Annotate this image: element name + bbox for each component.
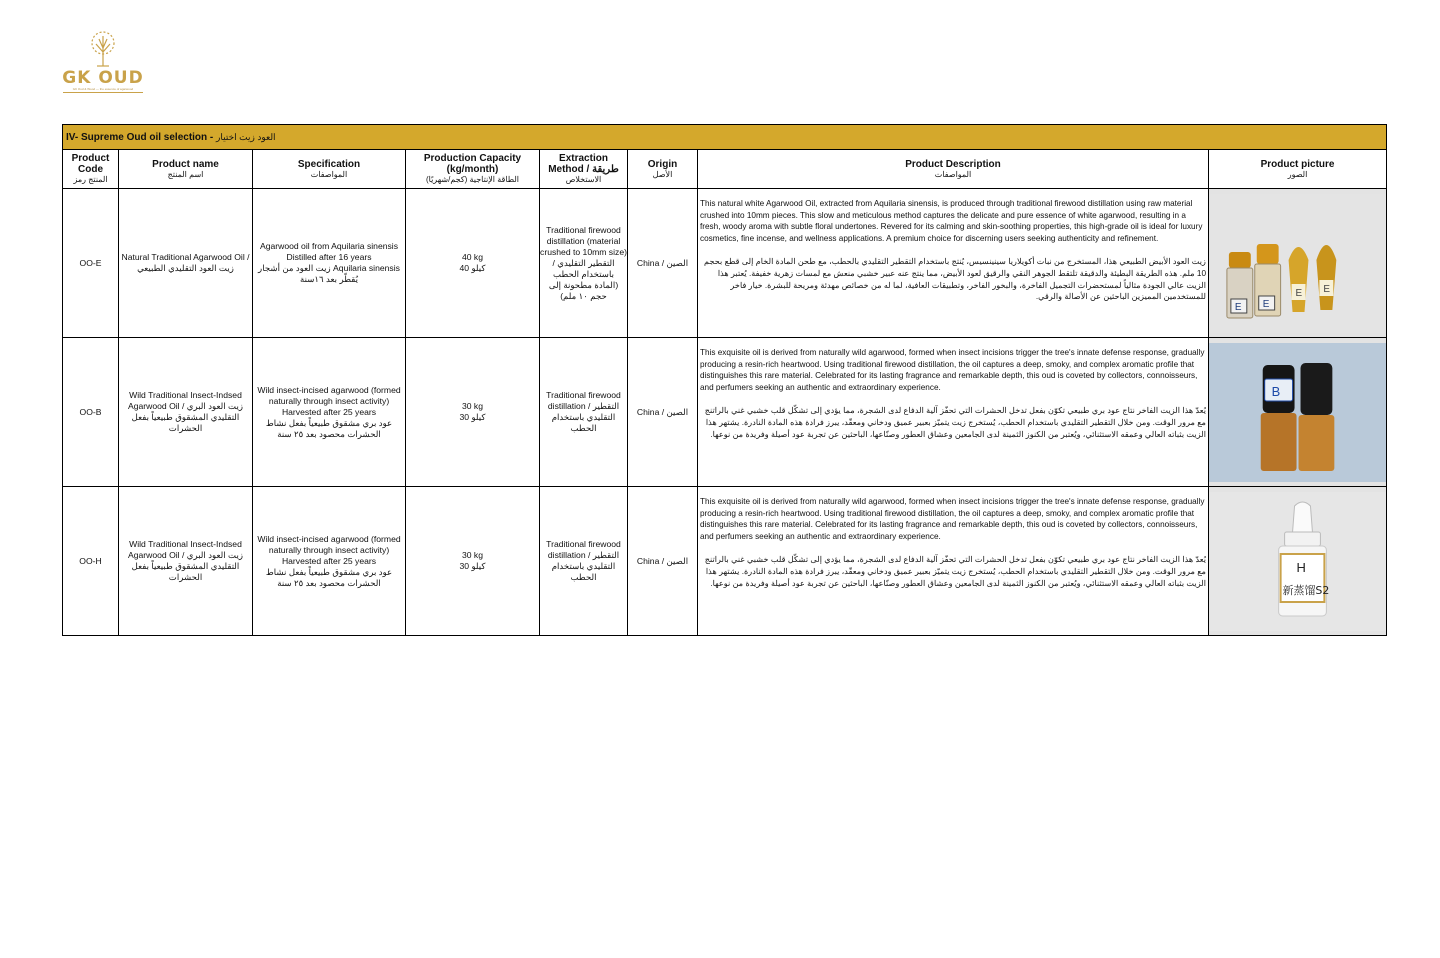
product-code: OO-B xyxy=(63,338,119,487)
description-en: This natural white Agarwood Oil, extracted from Aquilaria sinensis, is produced through traditional firewood distillation using raw material crushed into 10mm pieces. This slow and meticulous method captures the delicate and pure essence of white agarwood, resulting in a fresh, woody aroma with subtle floral undertones. Revered for its calming and skin-soothing properties, this high-grade oil is ideal for luxury cosmetics, fine incense, and wellness applications. A premium choice for discerning users seeking authenticity and refinement. xyxy=(700,199,1203,243)
vial-label-h: H xyxy=(1296,559,1306,575)
brand-tagline: GK Oud & Wood — the essence of agarwood xyxy=(72,87,134,91)
header-production-capacity: Production Capacity (kg/month) الطاقة الإنتاجية (كجم/شهريًا) xyxy=(406,150,540,189)
product-code: OO-H xyxy=(63,487,119,636)
table-title xyxy=(63,125,1387,150)
product-description xyxy=(698,338,1209,487)
product-picture xyxy=(1209,487,1387,636)
header-extraction-method: Extraction Method / طريقة الاستخلاص xyxy=(540,150,628,189)
product-name: Wild Traditional Insect-Indsed Agarwood Oil / زيت العود البري التقليدي المشقوق طبيعياً بفعل الحشرات xyxy=(119,487,253,636)
product-picture xyxy=(1209,189,1387,338)
table-title-row xyxy=(63,125,1387,150)
header-product-code: Product Code المنتج رمز xyxy=(63,150,119,189)
product-description xyxy=(698,189,1209,338)
header-specification: Specification المواصفات xyxy=(253,150,406,189)
extraction-method: Traditional firewood distillation / التقطير التقليدي باستخدام الحطب xyxy=(540,338,628,487)
specification: Agarwood oil from Aquilaria sinensis Distilled after 16 years زيت العود من أشجار Aquilaria sinensis يُقطّر بعد ١٦سنة xyxy=(253,189,406,338)
description-ar: يُعدّ هذا الزيت الفاخر نتاج عود بري طبيعي تكوّن بفعل تدخل الحشرات التي تحفّز آلية الدفاع لدى الشجرة، مما يؤدي إلى تشكّل قلب خشبي غني بالراتنج مع مرور الوقت. ومن خلال التقطير التقليدي باستخدام الحطب، يُستخرج زيت يتميّز بعبير عميق ودخاني ومعقّد، يبرز فرادة هذه المادة النادرة. يشتهر هذا الزيت بثباته العالي وعمقه الاستثنائي، ويُعتبر من الكنوز الثمينة لدى الجامعين وعشاق العطور وصنّاعها، الباحثين عن تجربة عود أصيلة وفريدة من نوعها. xyxy=(704,555,1206,588)
header-product-picture: Product picture الصور xyxy=(1209,150,1387,189)
vials-e-image xyxy=(1209,194,1386,333)
company-logo xyxy=(60,30,146,100)
svg-text:E: E xyxy=(1234,301,1242,313)
brand-rule xyxy=(63,92,143,93)
extraction-method: Traditional firewood distillation (material crushed to 10mm size) / التقطير التقليدي باستخدام الحطب (المادة مطحونة إلى حجم ١٠ ملم) xyxy=(540,189,628,338)
description-ar: يُعدّ هذا الزيت الفاخر نتاج عود بري طبيعي تكوّن بفعل تدخل الحشرات التي تحفّز آلية الدفاع لدى الشجرة، مما يؤدي إلى تشكّل قلب خشبي غني بالراتنج مع مرور الوقت. ومن خلال التقطير التقليدي باستخدام الحطب، يُستخرج زيت يتميّز بعبير عميق ودخاني ومعقّد، يبرز فرادة هذه المادة النادرة. يشتهر هذا الزيت بثباته العالي وعمقه الاستثنائي، ويُعتبر من الكنوز الثمينة لدى الجامعين وعشاق العطور وصنّاعها، الباحثين عن تجربة عود أصيلة وفريدة من نوعها. xyxy=(704,406,1206,439)
description-ar: زيت العود الأبيض الطبيعي هذا، المستخرج من نبات أكويلاريا سينينسيس، يُنتج باستخدام التقطير التقليدي بالحطب، مع طحن المادة الخام إلى قطع بحجم 10 ملم. هذه الطريقة البطيئة والدقيقة تلتقط الجوهر النقي والرقيق لعود الأبيض، مما ينتج عنه عبير خشبي منعش مع لمسات زهرية خفيفة. يُعتبر هذا الزيت عالي الجودة مثالياً لمستحضرات التجميل الفاخرة، والبخور الفاخر، وتطبيقات العافية، لما له من خصائص مهدئة ومريحة للبشرة. خيار فاخر للمستخدمين المميزين الباحثين عن الأصالة والرقي. xyxy=(704,257,1206,302)
origin: China / الصين xyxy=(628,189,698,338)
svg-text:B: B xyxy=(1271,383,1281,399)
production-capacity: 40 kg 40 كيلو xyxy=(406,189,540,338)
tree-icon xyxy=(83,30,123,68)
production-capacity: 30 kg 30 كيلو xyxy=(406,338,540,487)
specification: Wild insect-incised agarwood (formed naturally through insect activity) Harvested after 25 years عود بري مشقوق طبيعياً بفعل نشاط الحشرات محصود بعد ٢٥ سنة xyxy=(253,487,406,636)
table-row xyxy=(63,189,1387,338)
table-row xyxy=(63,487,1387,636)
product-picture xyxy=(1209,338,1387,487)
bottles-b-image xyxy=(1209,343,1386,482)
svg-text:E: E xyxy=(1262,298,1270,310)
description-en: This exquisite oil is derived from naturally wild agarwood, formed when insect incisions trigger the tree's innate defense response, gradually producing a resin-rich heartwood. Using traditional firewood distillation, the oil captures a deep, smoky, and complex aromatic profile that distinguishes this rare material. Celebrated for its lasting fragrance and remarkable depth, this oud is coveted by collectors, connoisseurs, and perfumers seeking an authentic and extraordinary experience. xyxy=(700,497,1205,541)
specification: Wild insect-incised agarwood (formed naturally through insect activity) Harvested after 25 years عود بري مشقوق طبيعياً بفعل نشاط الحشرات محصود بعد ٢٥ سنة xyxy=(253,338,406,487)
description-en: This exquisite oil is derived from naturally wild agarwood, formed when insect incisions trigger the tree's innate defense response, gradually producing a resin-rich heartwood. Using traditional firewood distillation, the oil captures a deep, smoky, and complex aromatic profile that distinguishes this rare material. Celebrated for its lasting fragrance and remarkable depth, this oud is coveted by collectors, connoisseurs, and perfumers seeking an authentic and extraordinary experience. xyxy=(700,348,1205,392)
production-capacity: 30 kg 30 كيلو xyxy=(406,487,540,636)
header-product-description: Product Description المواصفات xyxy=(698,150,1209,189)
table-title-en: IV- Supreme Oud oil selection - xyxy=(66,131,214,143)
table-title-ar: العود زيت اختيار xyxy=(216,131,276,142)
product-table xyxy=(62,124,1387,636)
table-header-row xyxy=(63,150,1387,189)
header-origin: Origin الأصل xyxy=(628,150,698,189)
vial-caption: 新蒸馏S2 xyxy=(1282,583,1330,597)
product-name: Wild Traditional Insect-Indsed Agarwood Oil / زيت العود البري التقليدي المشقوق طبيعياً بفعل الحشرات xyxy=(119,338,253,487)
svg-text:E: E xyxy=(1323,283,1331,295)
dropper-bottle-h-image xyxy=(1209,492,1386,631)
svg-text:E: E xyxy=(1295,287,1303,299)
origin: China / الصين xyxy=(628,338,698,487)
product-description xyxy=(698,487,1209,636)
header-product-name: Product name اسم المنتج xyxy=(119,150,253,189)
origin: China / الصين xyxy=(628,487,698,636)
product-code: OO-E xyxy=(63,189,119,338)
extraction-method: Traditional firewood distillation / التقطير التقليدي باستخدام الحطب xyxy=(540,487,628,636)
table-row xyxy=(63,338,1387,487)
product-name: Natural Traditional Agarwood Oil / زيت العود التقليدي الطبيعي xyxy=(119,189,253,338)
brand-name: GK OUD xyxy=(62,68,144,88)
